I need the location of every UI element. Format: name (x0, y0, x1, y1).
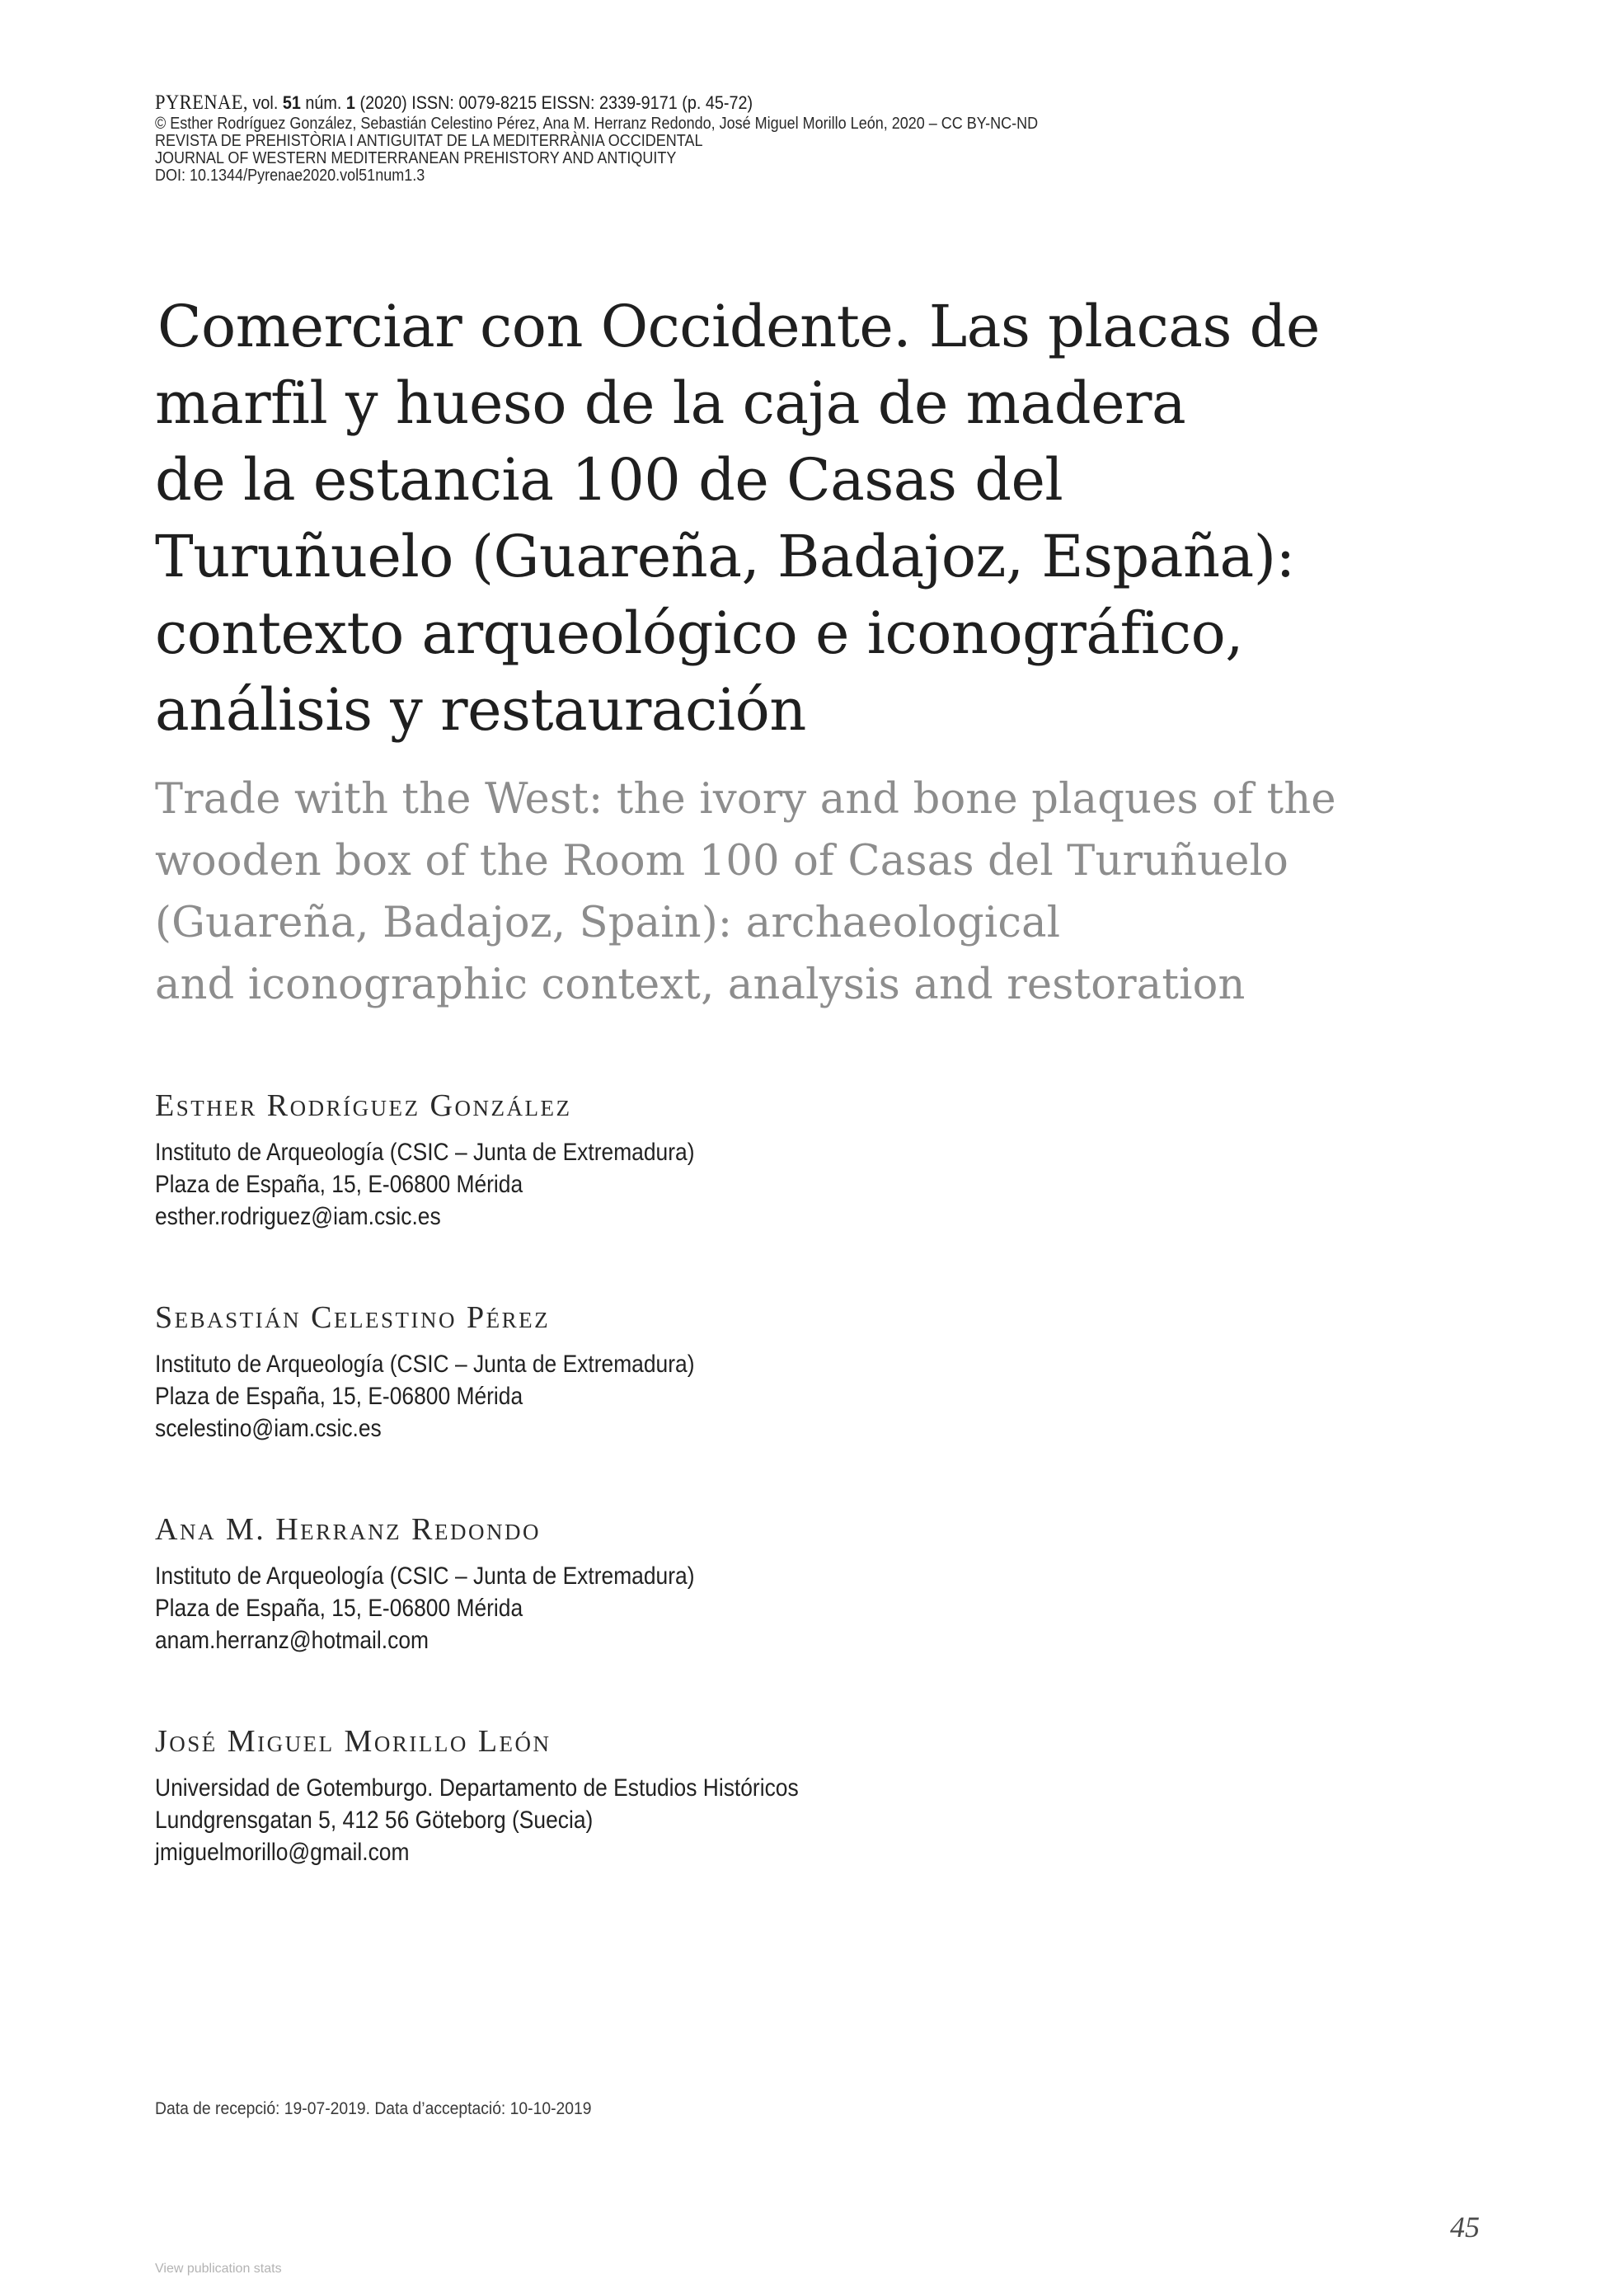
author-name: Sebastián Celestino Pérez (155, 1300, 551, 1335)
affiliation-institution: Instituto de Arqueología (CSIC – Junta de Extremadura) (155, 1351, 695, 1378)
volume-label: vol. (252, 92, 279, 113)
author-name: Ana M. Herranz Redondo (155, 1512, 542, 1547)
author-affiliation (155, 1772, 1026, 1868)
affiliation-address: Plaza de España, 15, E-06800 Mérida (155, 1383, 523, 1410)
issn-and-pages: (2020) ISSN: 0079-8215 EISSN: 2339-9171 (p. 45-72) (359, 92, 753, 113)
title-es-line: análisis y restauración (155, 676, 806, 744)
author-block (155, 1511, 1144, 1656)
author-email[interactable]: esther.rodriguez@iam.csic.es (155, 1203, 441, 1230)
author-email[interactable]: anam.herranz@hotmail.com (155, 1627, 429, 1654)
title-es-line: Turuñuelo (Guareña, Badajoz, España): (155, 523, 1295, 590)
article-title-english (155, 768, 1441, 1016)
title-es-line: marfil y hueso de la caja de madera (155, 369, 1186, 437)
journal-subtitle-english: JOURNAL OF WESTERN MEDITERRANEAN PREHISTORY AND ANTIQUITY (155, 149, 677, 167)
volume-number: 51 (282, 92, 301, 113)
journal-name: PYRENAE, (155, 92, 248, 114)
affiliation-institution: Instituto de Arqueología (CSIC – Junta de Extremadura) (155, 1562, 695, 1590)
affiliation-address: Plaza de España, 15, E-06800 Mérida (155, 1595, 523, 1622)
author-email[interactable]: jmiguelmorillo@gmail.com (155, 1839, 410, 1866)
title-es-line: Comerciar con Occidente. Las placas de (157, 293, 1320, 360)
copyright-line: © Esther Rodríguez González, Sebastián Celestino Pérez, Ana M. Herranz Redondo, José Miguel Morillo León, 2020 – CC BY-NC-ND (155, 115, 1039, 133)
affiliation-institution: Instituto de Arqueología (CSIC – Junta de Extremadura) (155, 1139, 695, 1166)
title-es-line: de la estancia 100 de Casas del (155, 446, 1063, 514)
submission-dates: Data de recepció: 19-07-2019. Data d’acceptació: 10-10-2019 (155, 2099, 592, 2118)
title-en-line: and iconographic context, analysis and restoration (155, 961, 1246, 1009)
journal-subtitle-catalan: REVISTA DE PREHISTÒRIA I ANTIGUITAT DE LA MEDITERRÀNIA OCCIDENTAL (155, 132, 703, 150)
affiliation-address: Lundgrensgatan 5, 412 56 Göteborg (Suecia) (155, 1807, 594, 1834)
affiliation-address: Plaza de España, 15, E-06800 Mérida (155, 1171, 523, 1198)
author-block (155, 1299, 1144, 1445)
page-number: 45 (1450, 2211, 1480, 2244)
author-name: José Miguel Morillo León (155, 1724, 552, 1759)
author-affiliation (155, 1348, 1026, 1445)
author-name: Esther Rodríguez González (155, 1088, 572, 1123)
journal-header (155, 92, 1392, 185)
title-en-line: Trade with the West: the ivory and bone plaques of the (155, 775, 1336, 824)
view-publication-stats-link[interactable]: View publication stats (155, 2262, 282, 2276)
author-affiliation (155, 1136, 1026, 1233)
article-title-spanish (155, 289, 1441, 749)
doi-line: DOI: 10.1344/Pyrenae2020.vol51num1.3 (155, 167, 425, 185)
title-en-line: (Guareña, Badajoz, Spain): archaeological (155, 899, 1061, 947)
issue-number: 1 (345, 92, 355, 113)
title-es-line: contexto arqueológico e iconográfico, (155, 599, 1244, 667)
author-block (155, 1087, 1144, 1233)
affiliation-institution: Universidad de Gotemburgo. Departamento de Estudios Históricos (155, 1774, 799, 1802)
author-affiliation (155, 1560, 1026, 1656)
journal-citation-line (155, 92, 1268, 115)
author-email[interactable]: scelestino@iam.csic.es (155, 1415, 382, 1442)
title-en-line: wooden box of the Room 100 of Casas del Turuñuelo (155, 837, 1289, 886)
number-label: núm. (305, 92, 342, 113)
author-block (155, 1722, 1144, 1868)
